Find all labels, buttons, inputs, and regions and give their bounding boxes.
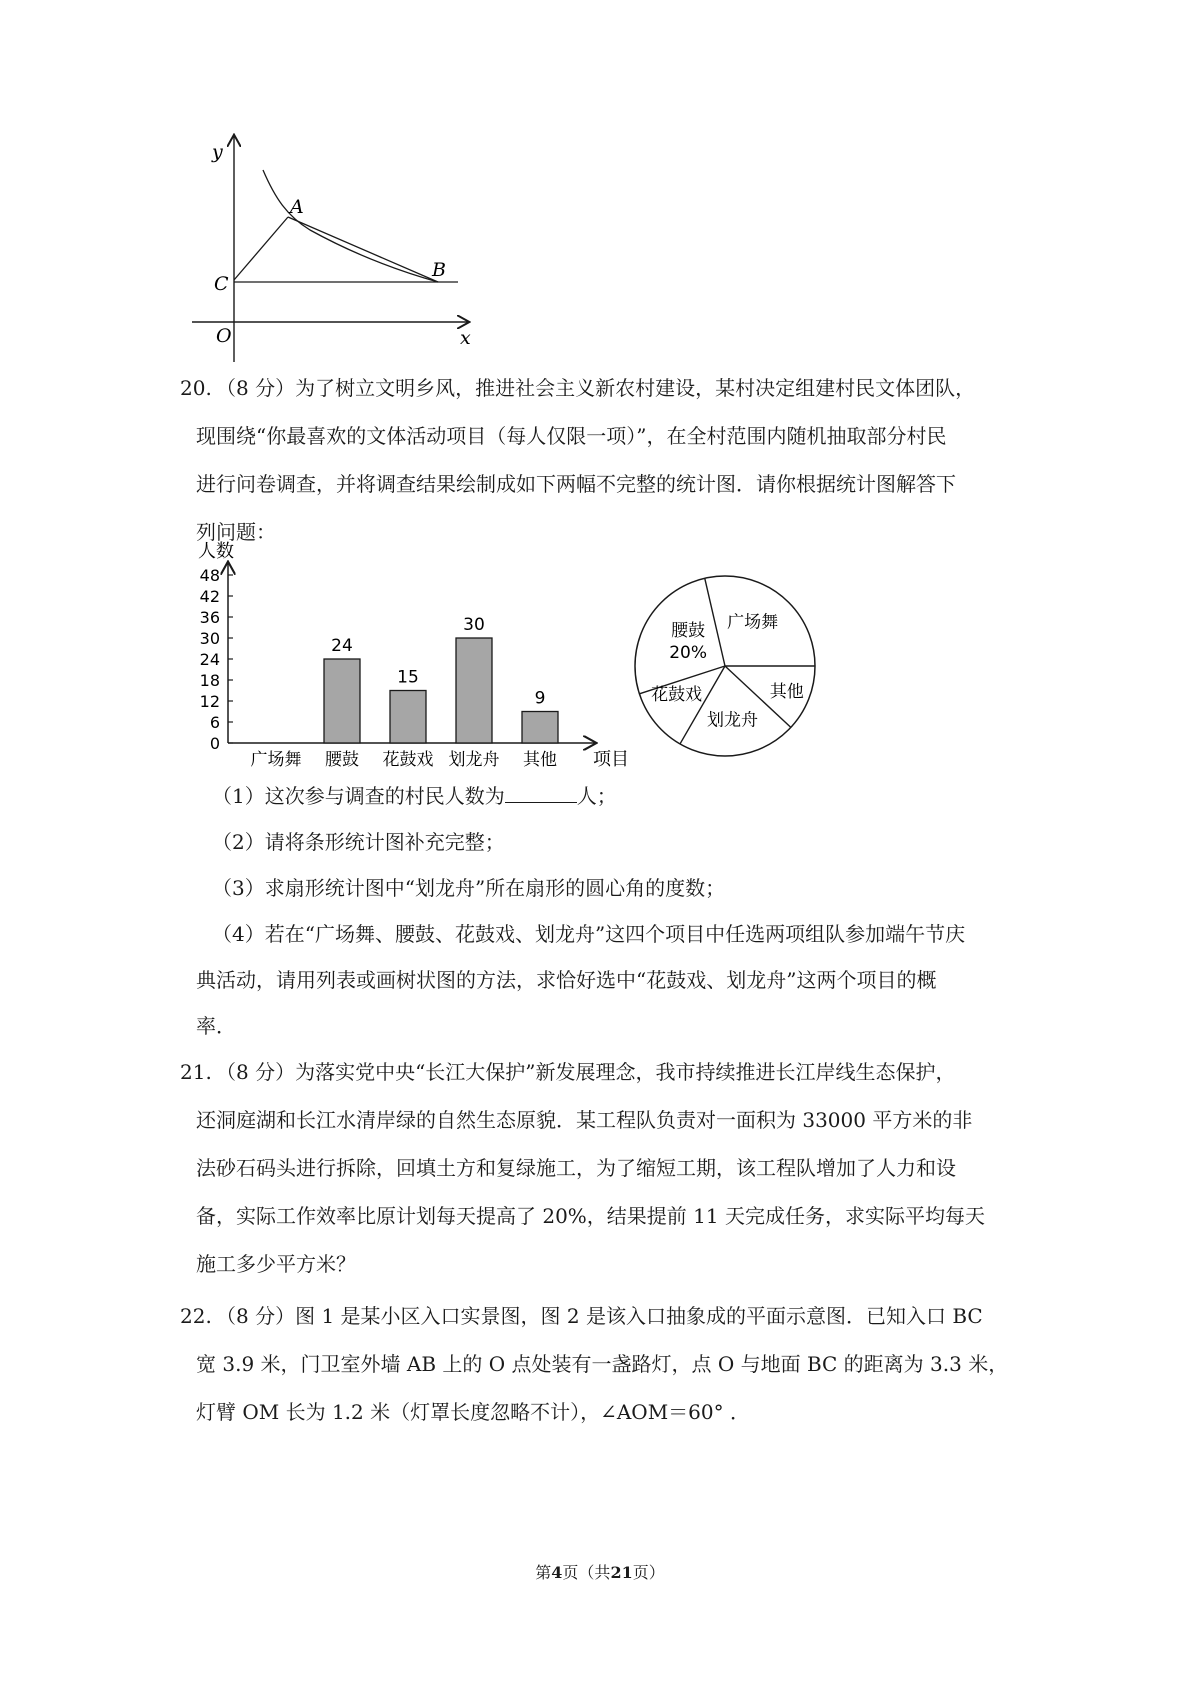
segment-ab — [288, 217, 438, 282]
pie-slice-label: 划龙舟 — [707, 710, 759, 731]
footer-prefix: 第 — [535, 1563, 552, 1582]
sub-question-1 — [212, 772, 617, 820]
question-line: （8 分）为了树立文明乡风，推进社会主义新农村建设，某村决定组建村民文体团队， — [216, 376, 976, 400]
question-line: 还洞庭湖和长江水清岸绿的自然生态原貌．某工程队负责对一面积为 33000 平方米的非 — [196, 1108, 973, 1132]
x-tick-label: 花鼓戏 — [382, 750, 434, 770]
sub-question-4-line-1: （4）若在“广场舞、腰鼓、花鼓戏、划龙舟”这四个项目中任选两项组队参加端午节庆 — [212, 922, 966, 946]
bar-data-label: 9 — [534, 688, 546, 709]
question-line: （8 分）为落实党中央“长江大保护”新发展理念，我市持续推进长江岸线生态保护， — [216, 1060, 956, 1084]
bar-data-label: 24 — [331, 636, 353, 656]
bar-chart — [190, 535, 629, 775]
pie-slice-label: 腰鼓 — [671, 621, 706, 642]
answer-blank — [505, 784, 577, 803]
pie-slice-label: 花鼓戏 — [651, 684, 703, 705]
point-c-label: C — [214, 273, 229, 295]
current-page-number: 4 — [551, 1563, 563, 1582]
point-b-label: B — [432, 259, 446, 281]
question-line: 备，实际工作效率比原计划每天提高了 20%，结果提前 11 天完成任务，求实际平均每天 — [196, 1204, 985, 1228]
bar — [390, 691, 426, 744]
bar-data-label: 15 — [397, 667, 419, 688]
question-line: 法砂石码头进行拆除，回填土方和复绿施工，为了缩短工期，该工程队增加了人力和设 — [196, 1156, 956, 1180]
pie-chart — [625, 570, 825, 770]
y-tick-label: 42 — [199, 587, 220, 606]
y-axis-title: 人数 — [198, 541, 234, 562]
footer-middle: 页（共 — [562, 1563, 611, 1582]
y-tick-label: 6 — [209, 713, 220, 732]
question-line: 施工多少平方米？ — [196, 1252, 356, 1276]
bar — [456, 638, 492, 743]
y-tick-label: 30 — [199, 629, 220, 648]
y-tick-label: 0 — [209, 734, 220, 753]
point-a-label: A — [290, 196, 304, 218]
question-line: 现围绕“你最喜欢的文体活动项目（每人仅限一项）”，在全村范围内随机抽取部分村民 — [196, 424, 947, 448]
question-line: （8 分）图 1 是某小区入口实景图，图 2 是该入口抽象成的平面示意图．已知入口 BC — [216, 1304, 983, 1328]
x-tick-label: 划龙舟 — [448, 750, 500, 770]
sub-question-2: （2）请将条形统计图补充完整； — [212, 830, 505, 854]
segment-ca — [234, 217, 288, 280]
x-axis-label: x — [460, 327, 471, 349]
pie-slice-label: 广场舞 — [727, 612, 779, 633]
question-number: 21. — [180, 1060, 212, 1084]
question-line: 进行问卷调查，并将调查结果绘制成如下两幅不完整的统计图．请你根据统计图解答下 — [196, 472, 956, 496]
y-axis-label: y — [212, 141, 223, 163]
sub-question-3: （3）求扇形统计图中“划龙舟”所在扇形的圆心角的度数； — [212, 876, 726, 900]
y-tick-label: 18 — [199, 671, 220, 690]
sub-question-4-line-2: 典活动，请用列表或画树状图的方法，求恰好选中“花鼓戏、划龙舟”这两个项目的概 — [196, 968, 937, 992]
question-number: 20. — [180, 376, 212, 400]
x-tick-label: 广场舞 — [250, 750, 302, 770]
x-tick-label: 其他 — [523, 750, 557, 770]
y-tick-label: 24 — [199, 650, 220, 669]
pie-slice-label: 其他 — [769, 681, 804, 702]
pie-slice-percent: 20% — [669, 643, 708, 664]
y-tick-label: 12 — [199, 692, 220, 711]
hyperbola-curve — [263, 170, 438, 282]
bar-data-label: 30 — [463, 615, 485, 635]
bar — [324, 659, 360, 743]
sub-question-4-line-3: 率． — [196, 1014, 236, 1038]
question-number: 22. — [180, 1304, 212, 1328]
origin-label: O — [216, 325, 232, 347]
page-footer — [0, 1560, 1200, 1583]
sub-question-1-text: （1）这次参与调查的村民人数为 — [212, 784, 505, 808]
y-tick-label: 48 — [199, 566, 220, 585]
question-line: 宽 3.9 米，门卫室外墙 AB 上的 O 点处装有一盏路灯，点 O 与地面 BC 的距离为 3.3 米， — [196, 1352, 1009, 1376]
question-line: 灯臂 OM 长为 1.2 米（灯罩长度忽略不计），∠AOM＝60° ． — [196, 1400, 750, 1424]
y-tick-label: 36 — [199, 608, 220, 627]
bar — [522, 712, 558, 744]
question-line: 列问题： — [196, 520, 276, 544]
function-graph — [190, 130, 490, 370]
footer-suffix: 页） — [632, 1563, 665, 1582]
total-page-number: 21 — [610, 1563, 633, 1582]
x-axis-title: 项目 — [593, 749, 629, 770]
x-tick-label: 腰鼓 — [325, 750, 359, 770]
sub-question-1-suffix: 人； — [576, 784, 617, 808]
